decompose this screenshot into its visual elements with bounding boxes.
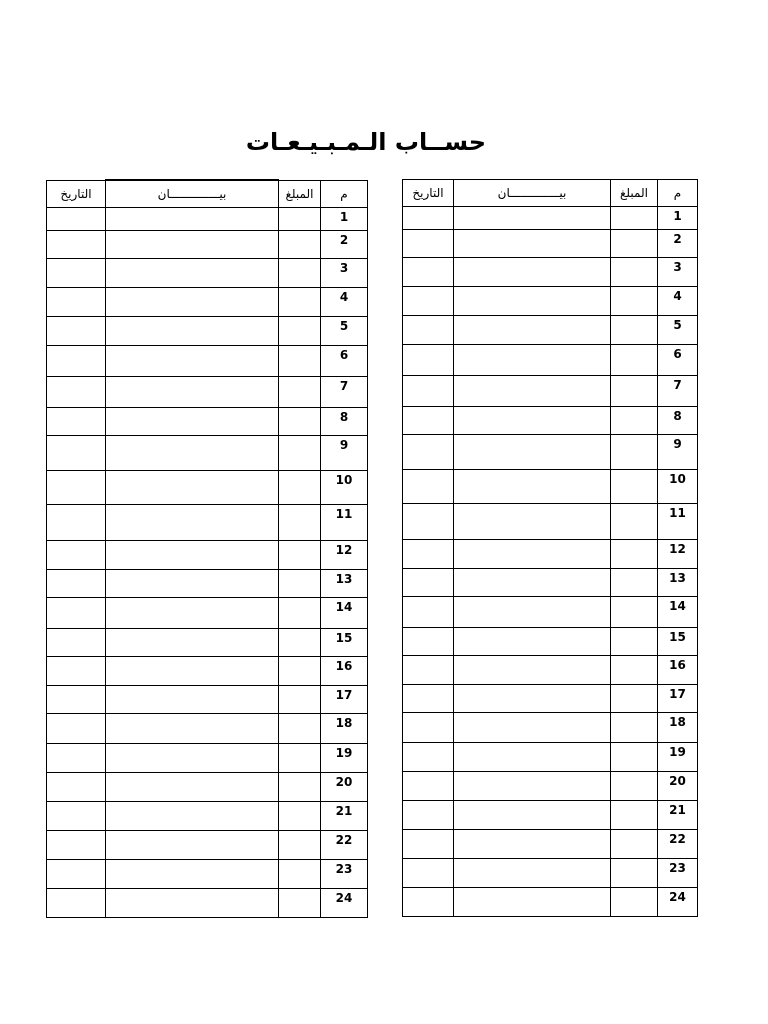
amount-cell — [279, 208, 321, 231]
amount-cell — [279, 657, 321, 686]
table-row — [403, 504, 698, 540]
description-cell — [454, 713, 611, 743]
description-cell — [454, 435, 611, 470]
date-cell — [403, 258, 454, 287]
amount-cell — [611, 801, 658, 830]
description-cell — [454, 207, 611, 230]
date-cell — [47, 346, 106, 377]
description-cell — [106, 231, 279, 259]
description-cell — [454, 859, 611, 888]
table-row — [47, 570, 368, 598]
date-cell — [403, 859, 454, 888]
number-cell: 14 — [321, 598, 368, 629]
amount-cell — [279, 714, 321, 744]
amount-cell — [611, 345, 658, 376]
number-cell: 9 — [321, 436, 368, 471]
table-row — [403, 685, 698, 713]
number-cell: 3 — [321, 259, 368, 288]
description-cell — [106, 288, 279, 317]
description-cell — [454, 569, 611, 597]
number-cell: 4 — [321, 288, 368, 317]
table-row — [47, 598, 368, 629]
description-cell — [106, 802, 279, 831]
date-cell — [403, 470, 454, 504]
page-title: حســاب الـمـبـيـعـات — [245, 128, 487, 156]
header-date: التاريخ — [403, 180, 454, 207]
description-cell — [106, 208, 279, 231]
number-cell: 8 — [658, 407, 698, 435]
table-row — [403, 597, 698, 628]
date-cell — [403, 656, 454, 685]
description-cell — [106, 831, 279, 860]
amount-cell — [279, 231, 321, 259]
number-cell: 3 — [658, 258, 698, 287]
date-cell — [403, 830, 454, 859]
number-cell: 2 — [321, 231, 368, 259]
number-cell: 6 — [658, 345, 698, 376]
number-cell: 22 — [658, 830, 698, 859]
amount-cell — [611, 743, 658, 772]
header-number: م — [658, 180, 698, 207]
number-cell: 14 — [658, 597, 698, 628]
table-row — [47, 377, 368, 408]
description-cell — [106, 889, 279, 918]
table-row — [403, 287, 698, 316]
date-cell — [403, 316, 454, 345]
description-cell — [106, 598, 279, 629]
table-row — [47, 629, 368, 657]
table-row — [47, 408, 368, 436]
description-cell — [106, 714, 279, 744]
date-cell — [47, 288, 106, 317]
amount-cell — [611, 287, 658, 316]
date-cell — [403, 207, 454, 230]
number-cell: 10 — [658, 470, 698, 504]
date-cell — [403, 504, 454, 540]
date-cell — [403, 743, 454, 772]
amount-cell — [279, 744, 321, 773]
date-cell — [47, 570, 106, 598]
table-row — [47, 541, 368, 570]
description-cell — [106, 377, 279, 408]
number-cell: 15 — [658, 628, 698, 656]
description-cell — [454, 888, 611, 917]
number-cell: 13 — [658, 569, 698, 597]
amount-cell — [611, 316, 658, 345]
table-row — [47, 346, 368, 377]
date-cell — [403, 801, 454, 830]
description-cell — [106, 686, 279, 714]
number-cell: 12 — [321, 541, 368, 570]
header-amount: المبلغ — [279, 180, 321, 208]
table-row — [47, 686, 368, 714]
number-cell: 7 — [658, 376, 698, 407]
table-row — [47, 471, 368, 505]
number-cell: 15 — [321, 629, 368, 657]
amount-cell — [279, 471, 321, 505]
description-cell — [106, 541, 279, 570]
number-cell: 7 — [321, 377, 368, 408]
amount-cell — [611, 407, 658, 435]
amount-cell — [611, 830, 658, 859]
date-cell — [403, 230, 454, 258]
header-amount: المبلغ — [611, 180, 658, 207]
date-cell — [47, 657, 106, 686]
amount-cell — [279, 377, 321, 408]
sales-table-left — [46, 179, 368, 918]
date-cell — [47, 629, 106, 657]
date-cell — [47, 831, 106, 860]
number-cell: 10 — [321, 471, 368, 505]
description-cell — [454, 830, 611, 859]
table-row — [47, 259, 368, 288]
header-description: بيــــــــــــــان — [106, 180, 279, 208]
number-cell: 1 — [658, 207, 698, 230]
description-cell — [454, 628, 611, 656]
date-cell — [47, 408, 106, 436]
description-cell — [454, 470, 611, 504]
description-cell — [106, 408, 279, 436]
description-cell — [106, 259, 279, 288]
number-cell: 9 — [658, 435, 698, 470]
amount-cell — [279, 686, 321, 714]
amount-cell — [611, 597, 658, 628]
table-row — [403, 628, 698, 656]
number-cell: 5 — [658, 316, 698, 345]
table-row — [47, 436, 368, 471]
table-row — [403, 743, 698, 772]
table-row — [47, 288, 368, 317]
description-cell — [106, 346, 279, 377]
table-row — [47, 831, 368, 860]
table-row — [403, 345, 698, 376]
date-cell — [47, 889, 106, 918]
table-row — [403, 376, 698, 407]
amount-cell — [279, 259, 321, 288]
amount-cell — [611, 628, 658, 656]
table-row — [403, 258, 698, 287]
description-cell — [454, 258, 611, 287]
amount-cell — [611, 685, 658, 713]
table-row — [403, 569, 698, 597]
description-cell — [106, 744, 279, 773]
date-cell — [403, 407, 454, 435]
header-description: بيــــــــــــــان — [454, 180, 611, 207]
amount-cell — [279, 860, 321, 889]
amount-cell — [611, 569, 658, 597]
date-cell — [47, 436, 106, 471]
description-cell — [106, 629, 279, 657]
amount-cell — [279, 831, 321, 860]
date-cell — [47, 744, 106, 773]
table-row — [47, 505, 368, 541]
table-row — [47, 744, 368, 773]
number-cell: 1 — [321, 208, 368, 231]
amount-cell — [279, 598, 321, 629]
amount-cell — [611, 207, 658, 230]
amount-cell — [279, 346, 321, 377]
amount-cell — [611, 470, 658, 504]
sales-table-right — [402, 179, 698, 917]
table-row — [403, 470, 698, 504]
description-cell — [454, 540, 611, 569]
table-row — [403, 830, 698, 859]
number-cell: 5 — [321, 317, 368, 346]
number-cell: 22 — [321, 831, 368, 860]
number-cell: 24 — [321, 889, 368, 918]
date-cell — [403, 685, 454, 713]
number-cell: 11 — [321, 505, 368, 541]
number-cell: 21 — [658, 801, 698, 830]
number-cell: 18 — [321, 714, 368, 744]
number-cell: 21 — [321, 802, 368, 831]
number-cell: 4 — [658, 287, 698, 316]
number-cell: 8 — [321, 408, 368, 436]
number-cell: 16 — [658, 656, 698, 685]
date-cell — [403, 345, 454, 376]
amount-cell — [279, 408, 321, 436]
number-cell: 6 — [321, 346, 368, 377]
table-row — [403, 435, 698, 470]
date-cell — [47, 259, 106, 288]
date-cell — [47, 714, 106, 744]
date-cell — [403, 713, 454, 743]
description-cell — [454, 407, 611, 435]
amount-cell — [279, 629, 321, 657]
table-row — [403, 888, 698, 917]
description-cell — [454, 656, 611, 685]
date-cell — [403, 888, 454, 917]
table-row — [47, 231, 368, 259]
description-cell — [454, 801, 611, 830]
date-cell — [47, 686, 106, 714]
table-row — [403, 801, 698, 830]
table-header-row — [47, 180, 368, 208]
number-cell: 19 — [658, 743, 698, 772]
date-cell — [403, 376, 454, 407]
description-cell — [454, 230, 611, 258]
table-row — [47, 773, 368, 802]
date-cell — [47, 208, 106, 231]
date-cell — [403, 435, 454, 470]
table-row — [47, 802, 368, 831]
amount-cell — [279, 317, 321, 346]
description-cell — [454, 685, 611, 713]
table-row — [47, 317, 368, 346]
amount-cell — [611, 772, 658, 801]
table-row — [403, 230, 698, 258]
header-number: م — [321, 180, 368, 208]
amount-cell — [279, 288, 321, 317]
number-cell: 11 — [658, 504, 698, 540]
description-cell — [454, 316, 611, 345]
number-cell: 13 — [321, 570, 368, 598]
amount-cell — [611, 656, 658, 685]
amount-cell — [279, 541, 321, 570]
number-cell: 17 — [658, 685, 698, 713]
number-cell: 20 — [658, 772, 698, 801]
date-cell — [403, 628, 454, 656]
description-cell — [106, 317, 279, 346]
number-cell: 24 — [658, 888, 698, 917]
table-row — [403, 407, 698, 435]
number-cell: 19 — [321, 744, 368, 773]
amount-cell — [279, 802, 321, 831]
amount-cell — [611, 376, 658, 407]
description-cell — [454, 597, 611, 628]
date-cell — [47, 471, 106, 505]
amount-cell — [611, 504, 658, 540]
table-row — [403, 540, 698, 569]
date-cell — [47, 317, 106, 346]
description-cell — [454, 376, 611, 407]
table-row — [47, 657, 368, 686]
description-cell — [454, 772, 611, 801]
description-cell — [106, 471, 279, 505]
date-cell — [47, 802, 106, 831]
date-cell — [47, 377, 106, 408]
table-row — [47, 208, 368, 231]
date-cell — [47, 505, 106, 541]
table-row — [47, 889, 368, 918]
date-cell — [47, 541, 106, 570]
amount-cell — [611, 888, 658, 917]
number-cell: 20 — [321, 773, 368, 802]
description-cell — [454, 287, 611, 316]
table-row — [47, 860, 368, 889]
table-row — [403, 713, 698, 743]
amount-cell — [611, 540, 658, 569]
table-row — [403, 207, 698, 230]
table-header-row — [403, 180, 698, 207]
description-cell — [454, 504, 611, 540]
amount-cell — [279, 436, 321, 471]
table-row — [403, 772, 698, 801]
amount-cell — [279, 570, 321, 598]
amount-cell — [279, 505, 321, 541]
table-row — [47, 714, 368, 744]
description-cell — [454, 743, 611, 772]
date-cell — [47, 598, 106, 629]
table-row — [403, 859, 698, 888]
description-cell — [106, 505, 279, 541]
date-cell — [403, 287, 454, 316]
number-cell: 17 — [321, 686, 368, 714]
date-cell — [403, 540, 454, 569]
amount-cell — [279, 773, 321, 802]
description-cell — [106, 773, 279, 802]
number-cell: 18 — [658, 713, 698, 743]
date-cell — [47, 231, 106, 259]
date-cell — [403, 597, 454, 628]
amount-cell — [611, 230, 658, 258]
date-cell — [403, 569, 454, 597]
number-cell: 2 — [658, 230, 698, 258]
number-cell: 23 — [321, 860, 368, 889]
date-cell — [47, 773, 106, 802]
date-cell — [47, 860, 106, 889]
table-row — [403, 316, 698, 345]
table-row — [403, 656, 698, 685]
description-cell — [106, 570, 279, 598]
number-cell: 23 — [658, 859, 698, 888]
amount-cell — [611, 713, 658, 743]
description-cell — [106, 657, 279, 686]
amount-cell — [279, 889, 321, 918]
number-cell: 12 — [658, 540, 698, 569]
header-date: التاريخ — [47, 180, 106, 208]
amount-cell — [611, 258, 658, 287]
description-cell — [106, 436, 279, 471]
description-cell — [454, 345, 611, 376]
date-cell — [403, 772, 454, 801]
description-cell — [106, 860, 279, 889]
amount-cell — [611, 859, 658, 888]
amount-cell — [611, 435, 658, 470]
number-cell: 16 — [321, 657, 368, 686]
